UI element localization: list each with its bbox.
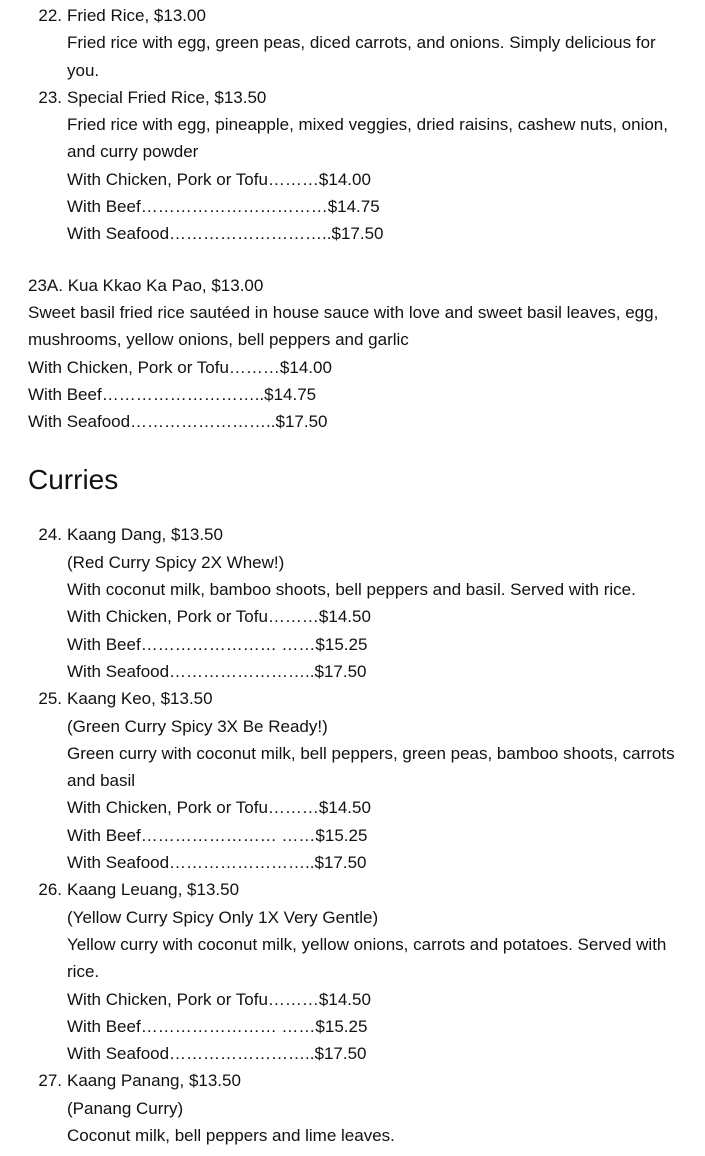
item-description: Coconut milk, bell peppers and lime leaves. [67, 1125, 395, 1145]
price-option: With Chicken, Pork or Tofu………$14.50 [67, 989, 371, 1009]
price-option: With Chicken, Pork or Tofu………$14.50 [67, 607, 371, 627]
item-number: 27. [38, 1071, 62, 1091]
item-title: Fried Rice, $13.00 [67, 6, 206, 25]
price-option: With Beef…………………… ……$15.25 [67, 1016, 368, 1036]
price-option: With Beef…………………… ……$15.25 [67, 634, 368, 654]
price-option: With Beef………………………..$14.75 [28, 384, 317, 404]
menu-item-23a [28, 272, 687, 436]
item-title: 23A. Kua Kkao Ka Pao, $13.00 [28, 275, 264, 295]
fried-rice-list [28, 2, 687, 248]
item-subtitle: (Green Curry Spicy 3X Be Ready!) [67, 716, 328, 736]
price-option: With Seafood………………………..$17.50 [67, 224, 384, 244]
item-description: Sweet basil fried rice sautéed in house sauce with love and sweet basil leaves, egg, mushrooms, yellow onions, bell peppers and garlic [28, 302, 659, 350]
item-title: Kaang Leuang, $13.50 [67, 880, 240, 900]
item-title: Kaang Keo, $13.50 [67, 689, 213, 709]
price-option: With Beef…………………… ……$15.25 [67, 825, 368, 845]
menu-item-27 [28, 1067, 687, 1149]
item-description: Fried rice with egg, pineapple, mixed veggies, dried raisins, cashew nuts, onion, and curry powder [67, 115, 668, 162]
price-option: With Beef……………………………$14.75 [67, 197, 380, 217]
item-number: 23. [38, 87, 62, 107]
menu-item-25 [28, 685, 687, 876]
section-heading-curries: Curries [28, 464, 119, 496]
price-option: With Chicken, Pork or Tofu………$14.50 [67, 798, 371, 818]
item-subtitle: (Red Curry Spicy 2X Whew!) [67, 552, 285, 572]
curries-list [28, 521, 687, 1149]
menu-item-26 [28, 876, 687, 1067]
item-number: 26. [38, 880, 62, 900]
menu-page [0, 2, 705, 1156]
item-number: 22. [38, 6, 62, 25]
item-description: Green curry with coconut milk, bell peppers, green peas, bamboo shoots, carrots and basil [67, 743, 675, 791]
item-description: Yellow curry with coconut milk, yellow onions, carrots and potatoes. Served with rice. [67, 934, 667, 982]
item-description: Fried rice with egg, green peas, diced carrots, and onions. Simply delicious for you. [67, 33, 656, 80]
menu-item-22 [28, 2, 687, 84]
item-subtitle: (Panang Curry) [67, 1098, 184, 1118]
price-option: With Seafood……………………..$17.50 [67, 1044, 367, 1064]
item-title: Kaang Dang, $13.50 [67, 525, 223, 545]
item-number: 24. [38, 525, 62, 545]
item-title: Special Fried Rice, $13.50 [67, 87, 267, 107]
price-option: With Seafood……………………..$17.50 [67, 853, 367, 873]
price-option: With Seafood……………………..$17.50 [28, 412, 328, 432]
item-number: 25. [38, 689, 62, 709]
price-option: With Seafood……………………..$17.50 [67, 661, 367, 681]
price-option: With Chicken, Pork or Tofu………$14.00 [28, 357, 332, 377]
menu-item-24 [28, 521, 687, 685]
item-title: Kaang Panang, $13.50 [67, 1071, 241, 1091]
menu-item-23 [28, 84, 687, 248]
price-option: With Chicken, Pork or Tofu………$14.00 [67, 169, 371, 189]
item-description: With coconut milk, bamboo shoots, bell peppers and basil. Served with rice. [67, 580, 636, 600]
item-subtitle: (Yellow Curry Spicy Only 1X Very Gentle) [67, 907, 379, 927]
